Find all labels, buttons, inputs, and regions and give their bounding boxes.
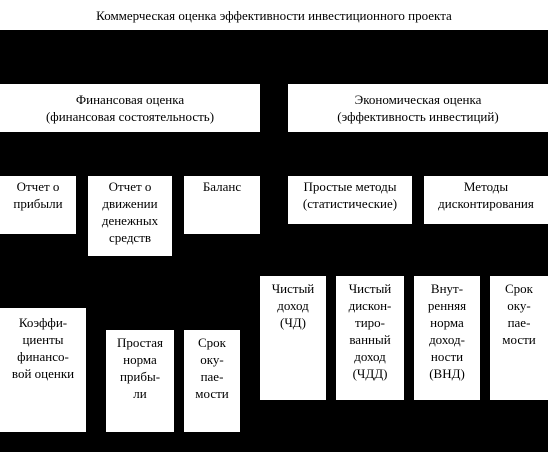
payback-period-simple-line: мости [195,386,229,401]
balance-line: Баланс [202,179,242,194]
cash-flow-report-line: денежных [101,213,159,228]
simple-methods-line: (статистические) [302,196,398,211]
net-discounted-income-line: Чистый [348,281,392,296]
internal-rate-of-return-line: ренняя [427,298,467,313]
internal-rate-of-return-line: норма [430,315,464,330]
title-line: Коммерческая оценка эффективности инвестиционного проекта [96,7,452,23]
economic-assessment-box [288,84,548,132]
balance-box [184,176,260,234]
economic-assessment-line: (эффективность инвестиций) [337,109,499,124]
net-discounted-income-line: (ЧДД) [352,366,388,381]
payback-period-discount-line: Срок [505,281,533,296]
cash-flow-report-box [88,176,172,256]
payback-period-simple-box [184,330,240,432]
cash-flow-report-line: средств [108,230,152,245]
simple-profit-rate-box [106,330,174,432]
financial-coefficients-line: вой оценки [11,366,75,381]
internal-rate-of-return-line: Внут- [430,281,464,296]
simple-methods-line: Простые методы [303,179,397,194]
payback-period-simple-line: оку- [200,352,224,367]
simple-profit-rate-line: ли [133,386,147,401]
profit-report-line: прибыли [13,196,63,211]
internal-rate-of-return-line: доход- [429,332,465,347]
payback-period-discount-line: оку- [507,298,531,313]
net-income-box [260,276,326,400]
financial-coefficients-line: финансо- [17,349,69,364]
simple-profit-rate-line: Простая [116,335,164,350]
net-discounted-income-line: ванный [349,332,391,347]
payback-period-simple-line: пае- [200,369,224,384]
financial-assessment-box [0,84,260,132]
financial-coefficients-line: Коэффи- [18,315,68,330]
internal-rate-of-return-box [414,276,480,400]
profit-report-box [0,176,76,234]
title-box [0,0,548,30]
net-discounted-income-line: тиро- [355,315,385,330]
payback-period-discount-line: мости [502,332,536,347]
net-income-line: Чистый [271,281,315,296]
simple-profit-rate-line: прибы- [119,369,161,384]
net-discounted-income-box [336,276,404,400]
title-connector-tick [270,30,271,34]
net-discounted-income-line: доход [354,349,386,364]
payback-period-discount-line: пае- [507,315,531,330]
net-income-line: (ЧД) [280,315,306,330]
internal-rate-of-return-line: ности [430,349,464,364]
discount-methods-box [424,176,548,224]
cash-flow-report-line: Отчет о [108,179,152,194]
simple-profit-rate-line: норма [123,352,157,367]
economic-assessment-line: Экономическая оценка [354,92,482,107]
payback-period-simple-line: Срок [198,335,226,350]
financial-assessment-line: (финансовая состоятельность) [45,109,215,124]
net-discounted-income-line: дискон- [348,298,392,313]
net-income-line: доход [277,298,309,313]
internal-rate-of-return-line: (ВНД) [429,366,465,381]
financial-coefficients-box [0,308,86,432]
financial-assessment-line: Финансовая оценка [75,92,185,107]
discount-methods-line: дисконтирования [438,196,534,211]
profit-report-line: Отчет о [16,179,60,194]
payback-period-discount-box [490,276,548,400]
cash-flow-report-line: движении [102,196,158,211]
financial-coefficients-line: циенты [22,332,64,347]
discount-methods-line: Методы [463,179,509,194]
simple-methods-box [288,176,412,224]
